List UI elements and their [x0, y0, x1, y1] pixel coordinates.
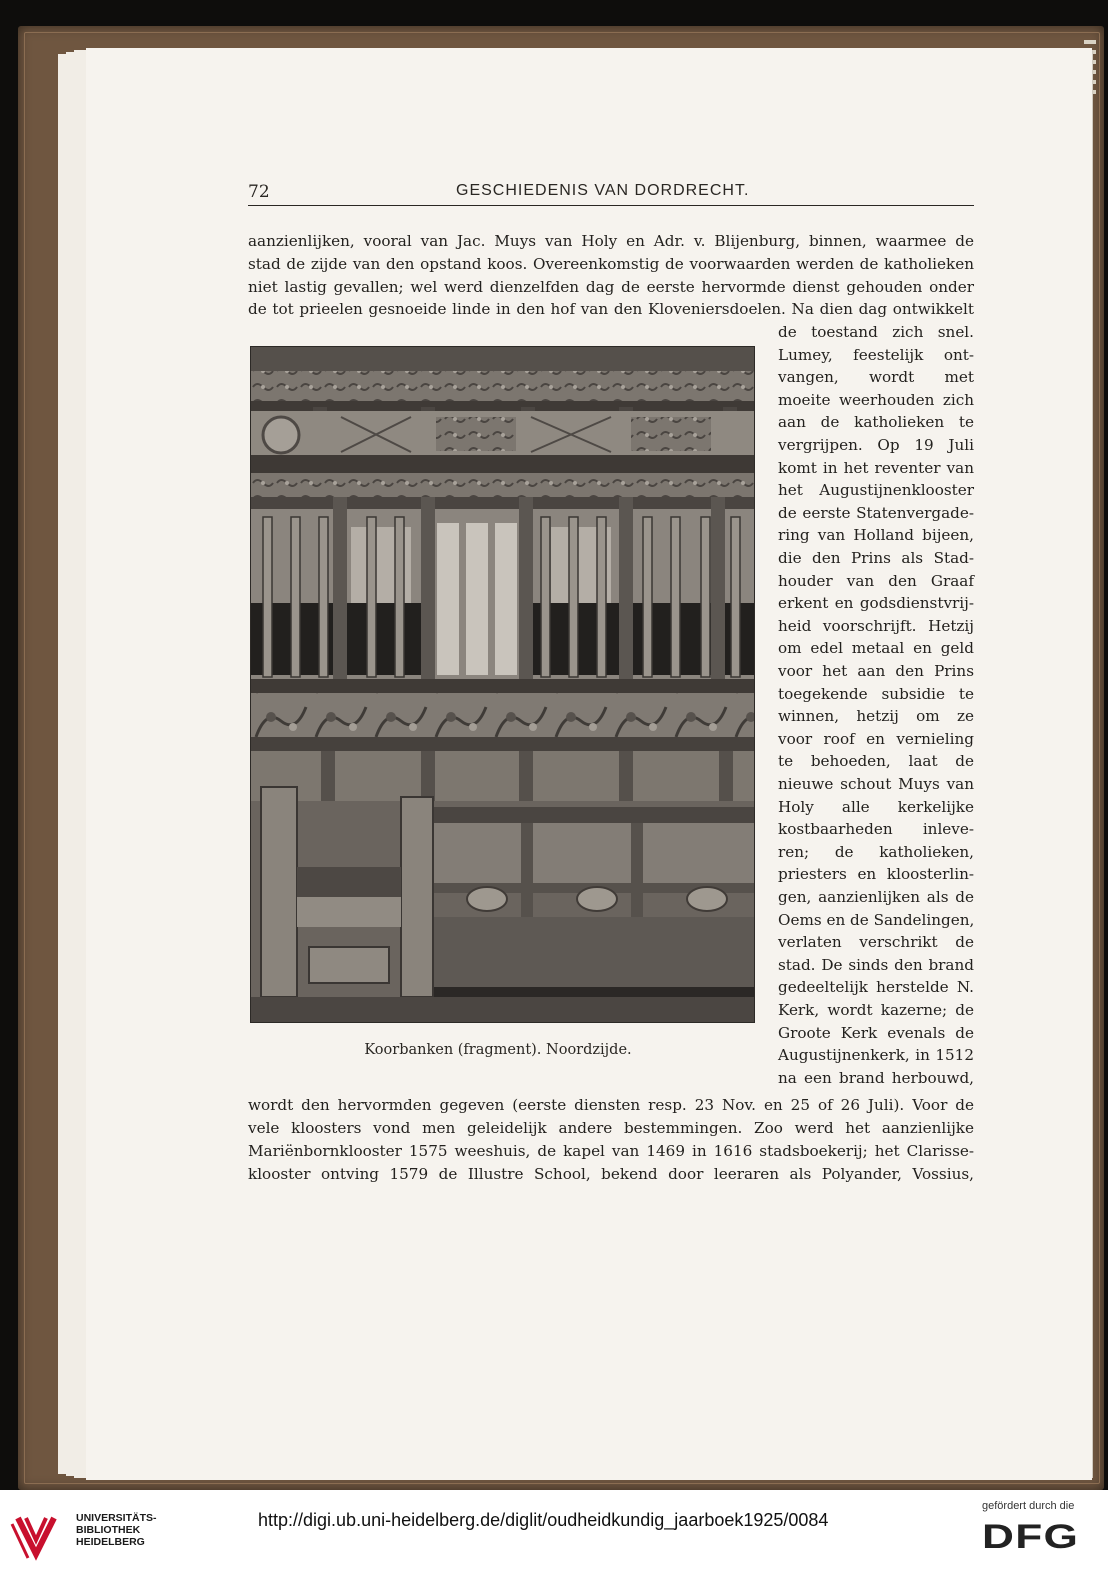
column-line: stad. De sinds den brand — [778, 955, 974, 974]
column-line: het Augustijnenklooster — [778, 481, 974, 500]
figure-caption: Koorbanken (fragment). Noordzijde. — [364, 1042, 632, 1058]
column-line: te behoeden, laat de — [778, 752, 974, 771]
column-line: houder van den Graaf — [778, 571, 974, 590]
column-line: priesters en kloosterlin- — [778, 865, 974, 884]
column-line: komt in het reventer van — [778, 458, 974, 477]
library-name-line: UNIVERSITÄTS- — [76, 1512, 157, 1524]
photo-illustration — [251, 347, 754, 1022]
footer-bar — [0, 1490, 1108, 1578]
body-line: stad de zijde van den opstand koos. Overeenkomstig de voorwaarden werden de katholieken — [248, 255, 974, 273]
library-name-line: HEIDELBERG — [76, 1536, 145, 1548]
running-head — [248, 182, 974, 206]
column-line: voor roof en vernieling — [778, 729, 974, 748]
column-line: aan de katholieken te — [778, 413, 974, 432]
column-line: ring van Holland bijeen, — [778, 526, 974, 545]
running-title: GESCHIEDENIS VAN DORDRECHT. — [456, 182, 750, 199]
library-name-line: BIBLIOTHEK — [76, 1524, 141, 1536]
body-line: wordt den hervormden gegeven (eerste diensten resp. 23 Nov. en 25 of 26 Juli). Voor de — [248, 1096, 974, 1114]
column-line: gen, aanzienlijken als de — [778, 888, 974, 906]
column-line: verlaten verschrikt de — [778, 933, 974, 952]
column-line: Holy alle kerkelijke — [778, 797, 974, 816]
column-line: die den Prins als Stad- — [778, 549, 974, 567]
page-number: 72 — [248, 182, 270, 202]
library-name — [76, 1512, 157, 1548]
column-line: vangen, wordt met — [778, 368, 974, 387]
column-line: vergrijpen. Op 19 Juli — [778, 436, 974, 454]
column-line: om edel metaal en geld — [778, 639, 974, 658]
column-line: erkent en godsdienstvrij- — [778, 594, 974, 613]
body-line: vele kloosters vond men geleidelijk andere bestemmingen. Zoo werd het aanzienlijke — [248, 1119, 974, 1137]
column-line: winnen, hetzij om ze — [778, 707, 974, 726]
column-line: heid voorschrijft. Hetzij — [778, 616, 974, 635]
choir-stalls-photo — [250, 346, 755, 1023]
body-line: Mariënbornklooster 1575 weeshuis, de kapel van 1469 in 1616 stadsboekerij; het Clarisse- — [248, 1142, 974, 1160]
body-line: niet lastig gevallen; wel werd dienzelfden dag de eerste hervormde dienst gehouden onder — [248, 278, 974, 296]
column-line: voor het aan den Prins — [778, 662, 974, 680]
body-line: klooster ontving 1579 de Illustre School, bekend door leeraren als Polyander, Vossius, — [248, 1165, 974, 1183]
column-line: kostbaarheden inleve- — [778, 820, 974, 839]
body-line: de tot prieelen gesnoeide linde in den hof van den Kloveniersdoelen. Na dien dag ontwikkelt — [248, 300, 974, 318]
column-line: gedeeltelijk herstelde N. — [778, 978, 974, 997]
source-url-link[interactable]: http://digi.ub.uni-heidelberg.de/diglit/oudheidkundig_jaarboek1925/0084 — [258, 1510, 829, 1530]
column-line: Groote Kerk evenals de — [778, 1023, 974, 1042]
column-line: ren; de katholieken, — [778, 842, 974, 861]
column-line: Lumey, feestelijk ont- — [778, 345, 974, 364]
column-line: de toestand zich snel. — [778, 323, 974, 341]
column-line: Kerk, wordt kazerne; de — [778, 1001, 974, 1019]
dfg-logo: DFG — [982, 1518, 1080, 1556]
ub-heidelberg-logo-icon — [8, 1508, 64, 1564]
header-rule — [248, 205, 974, 206]
column-line: Oems en de Sandelingen, — [778, 910, 975, 929]
column-line: Augustijnenkerk, in 1512 — [778, 1046, 974, 1065]
funding-label: gefördert durch die — [982, 1500, 1075, 1512]
column-line: moeite weerhouden zich — [778, 390, 974, 409]
column-line: na een brand herbouwd, — [778, 1068, 974, 1087]
column-line: nieuwe schout Muys van — [778, 775, 974, 793]
body-line: aanzienlijken, vooral van Jac. Muys van Holy en Adr. v. Blijenburg, binnen, waarmee de — [248, 232, 974, 250]
column-line: de eerste Statenvergade- — [778, 503, 974, 522]
column-line: toegekende subsidie te — [778, 684, 974, 703]
